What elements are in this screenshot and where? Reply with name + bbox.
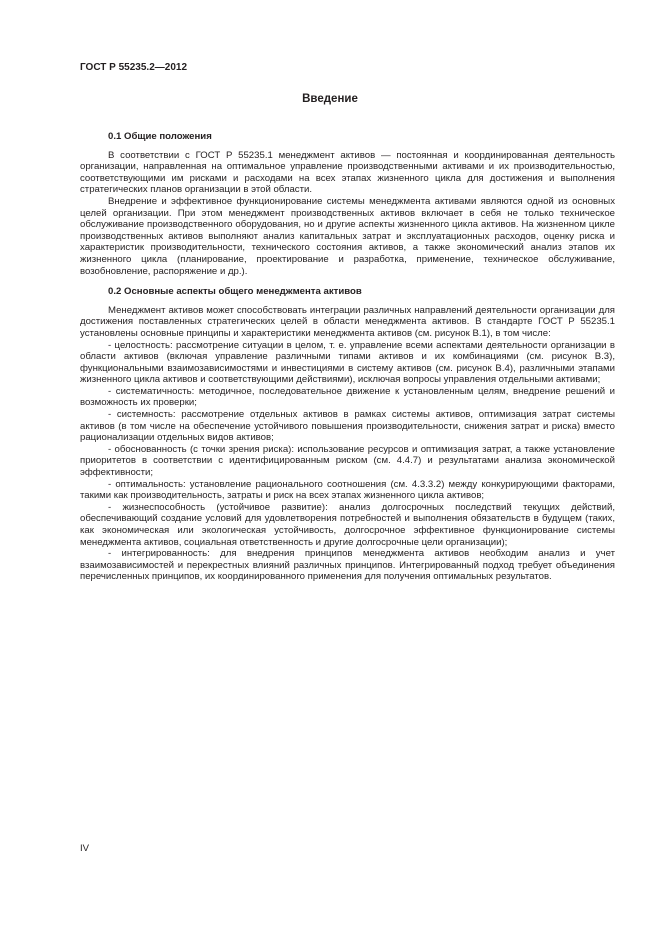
- section-heading: 0.1 Общие положения: [108, 131, 212, 142]
- list-item: - системность: рассмотрение отдельных активов в рамках системы активов, оптимизация затрат системы активов (в том числе на обеспечение устойчивого повышения производительности, снижения затрат и риска) вместо рационализации отдельных видов активов;: [80, 409, 615, 444]
- document-header: ГОСТ Р 55235.2—2012: [80, 62, 188, 73]
- list-item: - интегрированность: для внедрения принципов менеджмента активов необходим анализ и учет взаимозависимостей и перекрестных влияний различных принципов. Интегрированный подход требует объединения перечисленных принципов, их координированного применения для получения оптимальных результатов.: [80, 548, 615, 583]
- document-body: [80, 131, 615, 583]
- list-item: - оптимальность: установление рационального соотношения (см. 4.3.3.2) между конкурирующими факторами, такими как производительность, затраты и риск на всех этапах жизненного цикла активов;: [80, 478, 615, 502]
- page-title: Введение: [302, 93, 358, 105]
- list-item: - целостность: рассмотрение ситуации в целом, т. е. управление всеми аспектами деятельности организации в области активов (включая управление различными типами активов и их комбинациями (см. рисунок В.3), функциональными взаимозависимостями и инвестициями в систему активов (см. рисунок В.4), различными этапами жизненного цикла активов и соответствующими действиями), исключая вопросы управления отдельными активами;: [80, 339, 615, 386]
- list-item: - обоснованность (с точки зрения риска): использование ресурсов и оптимизация затрат, а также установление приоритетов в соответствии с идентифицированным риском (см. 4.4.7) и результатами анализа экономической эффективности;: [80, 443, 615, 479]
- paragraph: Внедрение и эффективное функционирование системы менеджмента активами являются одной из основных целей организации. При этом менеджмент производственных активов включает в себя не только техническое обслуживание производственного оборудования, но и другие аспекты жизненного цикла активов. На жизненном цикле производственных активов выполняют анализ капитальных затрат и эксплуатационных расходов, оценку риска и характеристик производительности, технического состояния активов, а также экономический анализ этапов их жизненного цикла (планирование, проектирование и разработка, применение, техническое обслуживание, возобновление, распоряжение и др.).: [80, 195, 615, 277]
- list-item: - систематичность: методичное, последовательное движение к установленным целям, внедрение решений и возможность их проверки;: [80, 385, 615, 409]
- section-heading: 0.2 Основные аспекты общего менеджмента активов: [108, 286, 362, 298]
- page-number: IV: [80, 843, 90, 854]
- paragraph: Менеджмент активов может способствовать интеграции различных направлений деятельности организации для достижения поставленных стратегических целей в области менеджмента активов. В стандарте ГОСТ Р 55235.1 установлены основные принципы и характеристики менеджмента активов (см. рисунок В.1), в том числе:: [80, 304, 615, 339]
- list-item: - жизнеспособность (устойчивое развитие): анализ долгосрочных последствий текущих действий, обеспечивающий создание условий для удовлетворения потребностей и выполнения обязательств в будущем (таких, как экономическая или экологическая устойчивость, долгосрочное эффективное функционирование системы менеджмента активов, социальная ответственность и другие долгосрочные цели организации);: [80, 501, 615, 548]
- paragraph: В соответствии с ГОСТ Р 55235.1 менеджмент активов — постоянная и координированная деятельность организации, направленная на оптимальное управление производственными активами и их производительностью, соответствующими им рисками и расходами на всех этапах жизненного цикла для достижения и выполнения стратегических планов организации в этой области.: [80, 149, 615, 196]
